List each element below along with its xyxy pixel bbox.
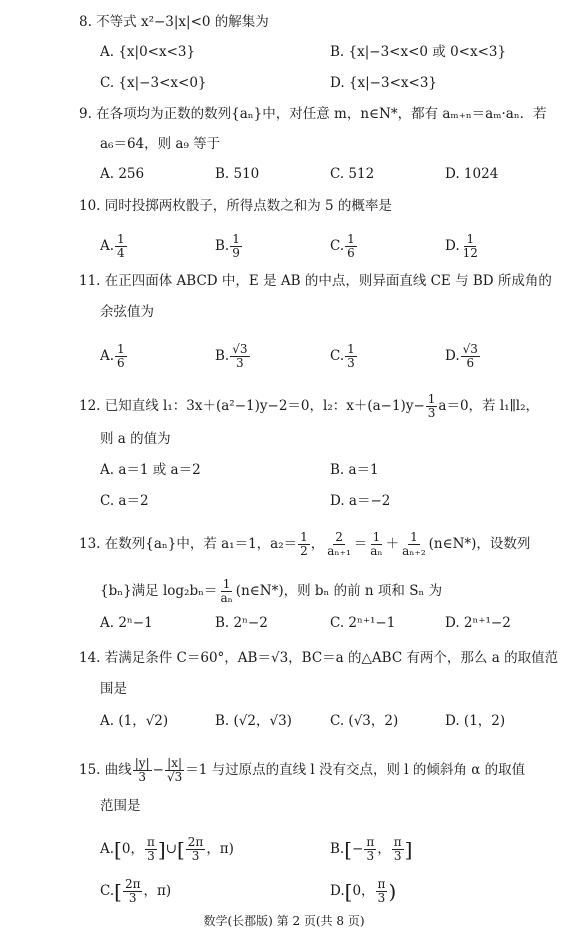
q9-option-c: C. 512 bbox=[330, 166, 375, 182]
q13-option-b: B. 2ⁿ−2 bbox=[215, 615, 268, 631]
q9-option-b: B. 510 bbox=[215, 166, 260, 182]
q8-option-a: A. {x|0<x<3} bbox=[100, 44, 196, 60]
q14-option-b: B. (√2，√3) bbox=[215, 713, 292, 729]
q8-stem: 8. 不等式 x²−3|x|<0 的解集为 bbox=[79, 14, 269, 30]
q14-stem-line2: 围是 bbox=[100, 681, 127, 697]
q9-option-a: A. 256 bbox=[100, 166, 145, 182]
q12-option-a: A. a＝1 或 a＝2 bbox=[100, 462, 201, 478]
q14-option-d: D. (1，2) bbox=[445, 713, 506, 729]
q15-option-b: B.[− $\frac{\pi}{3}$ ， $\frac{\pi}{3}$ ] bbox=[330, 835, 413, 863]
q11-option-b: B. $\frac{√3}{3}$ bbox=[215, 342, 248, 370]
q14-option-a: A. (1，√2) bbox=[100, 713, 169, 729]
q9-option-d: D. 1024 bbox=[445, 166, 499, 182]
q11-option-a: A. $\frac{1}{6}$ bbox=[100, 342, 125, 370]
q11-option-c: C. $\frac{1}{3}$ bbox=[330, 342, 355, 370]
q10-option-d: D. $\frac{1}{12}$ bbox=[445, 232, 478, 260]
q15-stem-line1: 15. 曲线 $\frac{|y|}{3}$ − $\frac{|x|}{√3}$ ＝1 与过原点的直线 l 没有交点，则 l 的倾斜角 α 的取值 bbox=[79, 756, 526, 784]
page-footer: 数学(长郡版) 第 2 页(共 8 页) bbox=[203, 914, 365, 928]
q12-option-b: B. a＝1 bbox=[330, 462, 379, 478]
q12-stem-line1: 12. 已知直线 l₁：3x＋(a²−1)y−2＝0，l₂：x＋(a−1)y− $\frac{1}{3}$ a＝0，若 l₁∥l₂， bbox=[79, 392, 540, 420]
q13-stem-line2: {bₙ}满足 log₂bₙ＝ $\frac{1}{\text{aₙ}}$ (n∈N*)，则 bₙ 的前 n 项和 Sₙ 为 bbox=[100, 577, 443, 605]
q11-stem-line2: 余弦值为 bbox=[100, 304, 154, 320]
q10-option-c: C. $\frac{1}{6}$ bbox=[330, 232, 355, 260]
q13-option-a: A. 2ⁿ−1 bbox=[100, 615, 153, 631]
q13-stem-line1: 13. 在数列{aₙ}中，若 a₁＝1，a₂＝ $\frac{1}{2}$ ， $\frac{2}{\text{aₙ₊₁}}$ ＝ $\frac{1}{\text{aₙ}}$ ＋ $\frac{1}{\text{aₙ₊₂}}$ (n∈N*)，设数列 bbox=[79, 530, 531, 558]
q15-stem-line2: 范围是 bbox=[100, 798, 141, 814]
q12-stem-line2: 则 a 的值为 bbox=[100, 431, 171, 447]
q11-option-d: D. $\frac{√3}{6}$ bbox=[445, 342, 478, 370]
q12-option-d: D. a＝−2 bbox=[330, 493, 391, 509]
q11-stem-line1: 11. 在正四面体 ABCD 中，E 是 AB 的中点，则异面直线 CE 与 BD 所成角的 bbox=[79, 273, 552, 289]
q8-option-b: B. {x|−3<x<0 或 0<x<3} bbox=[330, 44, 507, 60]
q9-stem-line1: 9. 在各项均为正数的数列{aₙ}中，对任意 m，n∈N*，都有 aₘ₊ₙ＝aₘ·aₙ．若 bbox=[79, 106, 547, 122]
q8-option-c: C. {x|−3<x<0} bbox=[100, 75, 207, 91]
q15-option-a: A.[0， $\frac{\pi}{3}$ ]∪[ $\frac{2\pi}{3}$ ，π) bbox=[100, 835, 234, 863]
q10-stem: 10. 同时投掷两枚骰子，所得点数之和为 5 的概率是 bbox=[79, 198, 392, 214]
q13-option-c: C. 2ⁿ⁺¹−1 bbox=[330, 615, 396, 631]
q9-stem-line2: a₆＝64，则 a₉ 等于 bbox=[100, 136, 221, 152]
q15-option-d: D.[0， $\frac{\pi}{3}$ ) bbox=[330, 877, 397, 905]
q10-option-b: B. $\frac{1}{9}$ bbox=[215, 232, 240, 260]
q8-option-d: D. {x|−3<x<3} bbox=[330, 75, 437, 91]
q15-option-c: C.[ $\frac{2\pi}{3}$ ，π) bbox=[100, 877, 172, 905]
q12-option-c: C. a＝2 bbox=[100, 493, 149, 509]
q14-stem-line1: 14. 若满足条件 C＝60°，AB＝√3，BC＝a 的△ABC 有两个，那么 a 的取值范 bbox=[79, 650, 559, 666]
q14-option-c: C. (√3，2) bbox=[330, 713, 399, 729]
q10-option-a: A. $\frac{1}{4}$ bbox=[100, 232, 125, 260]
q13-option-d: D. 2ⁿ⁺¹−2 bbox=[445, 615, 511, 631]
